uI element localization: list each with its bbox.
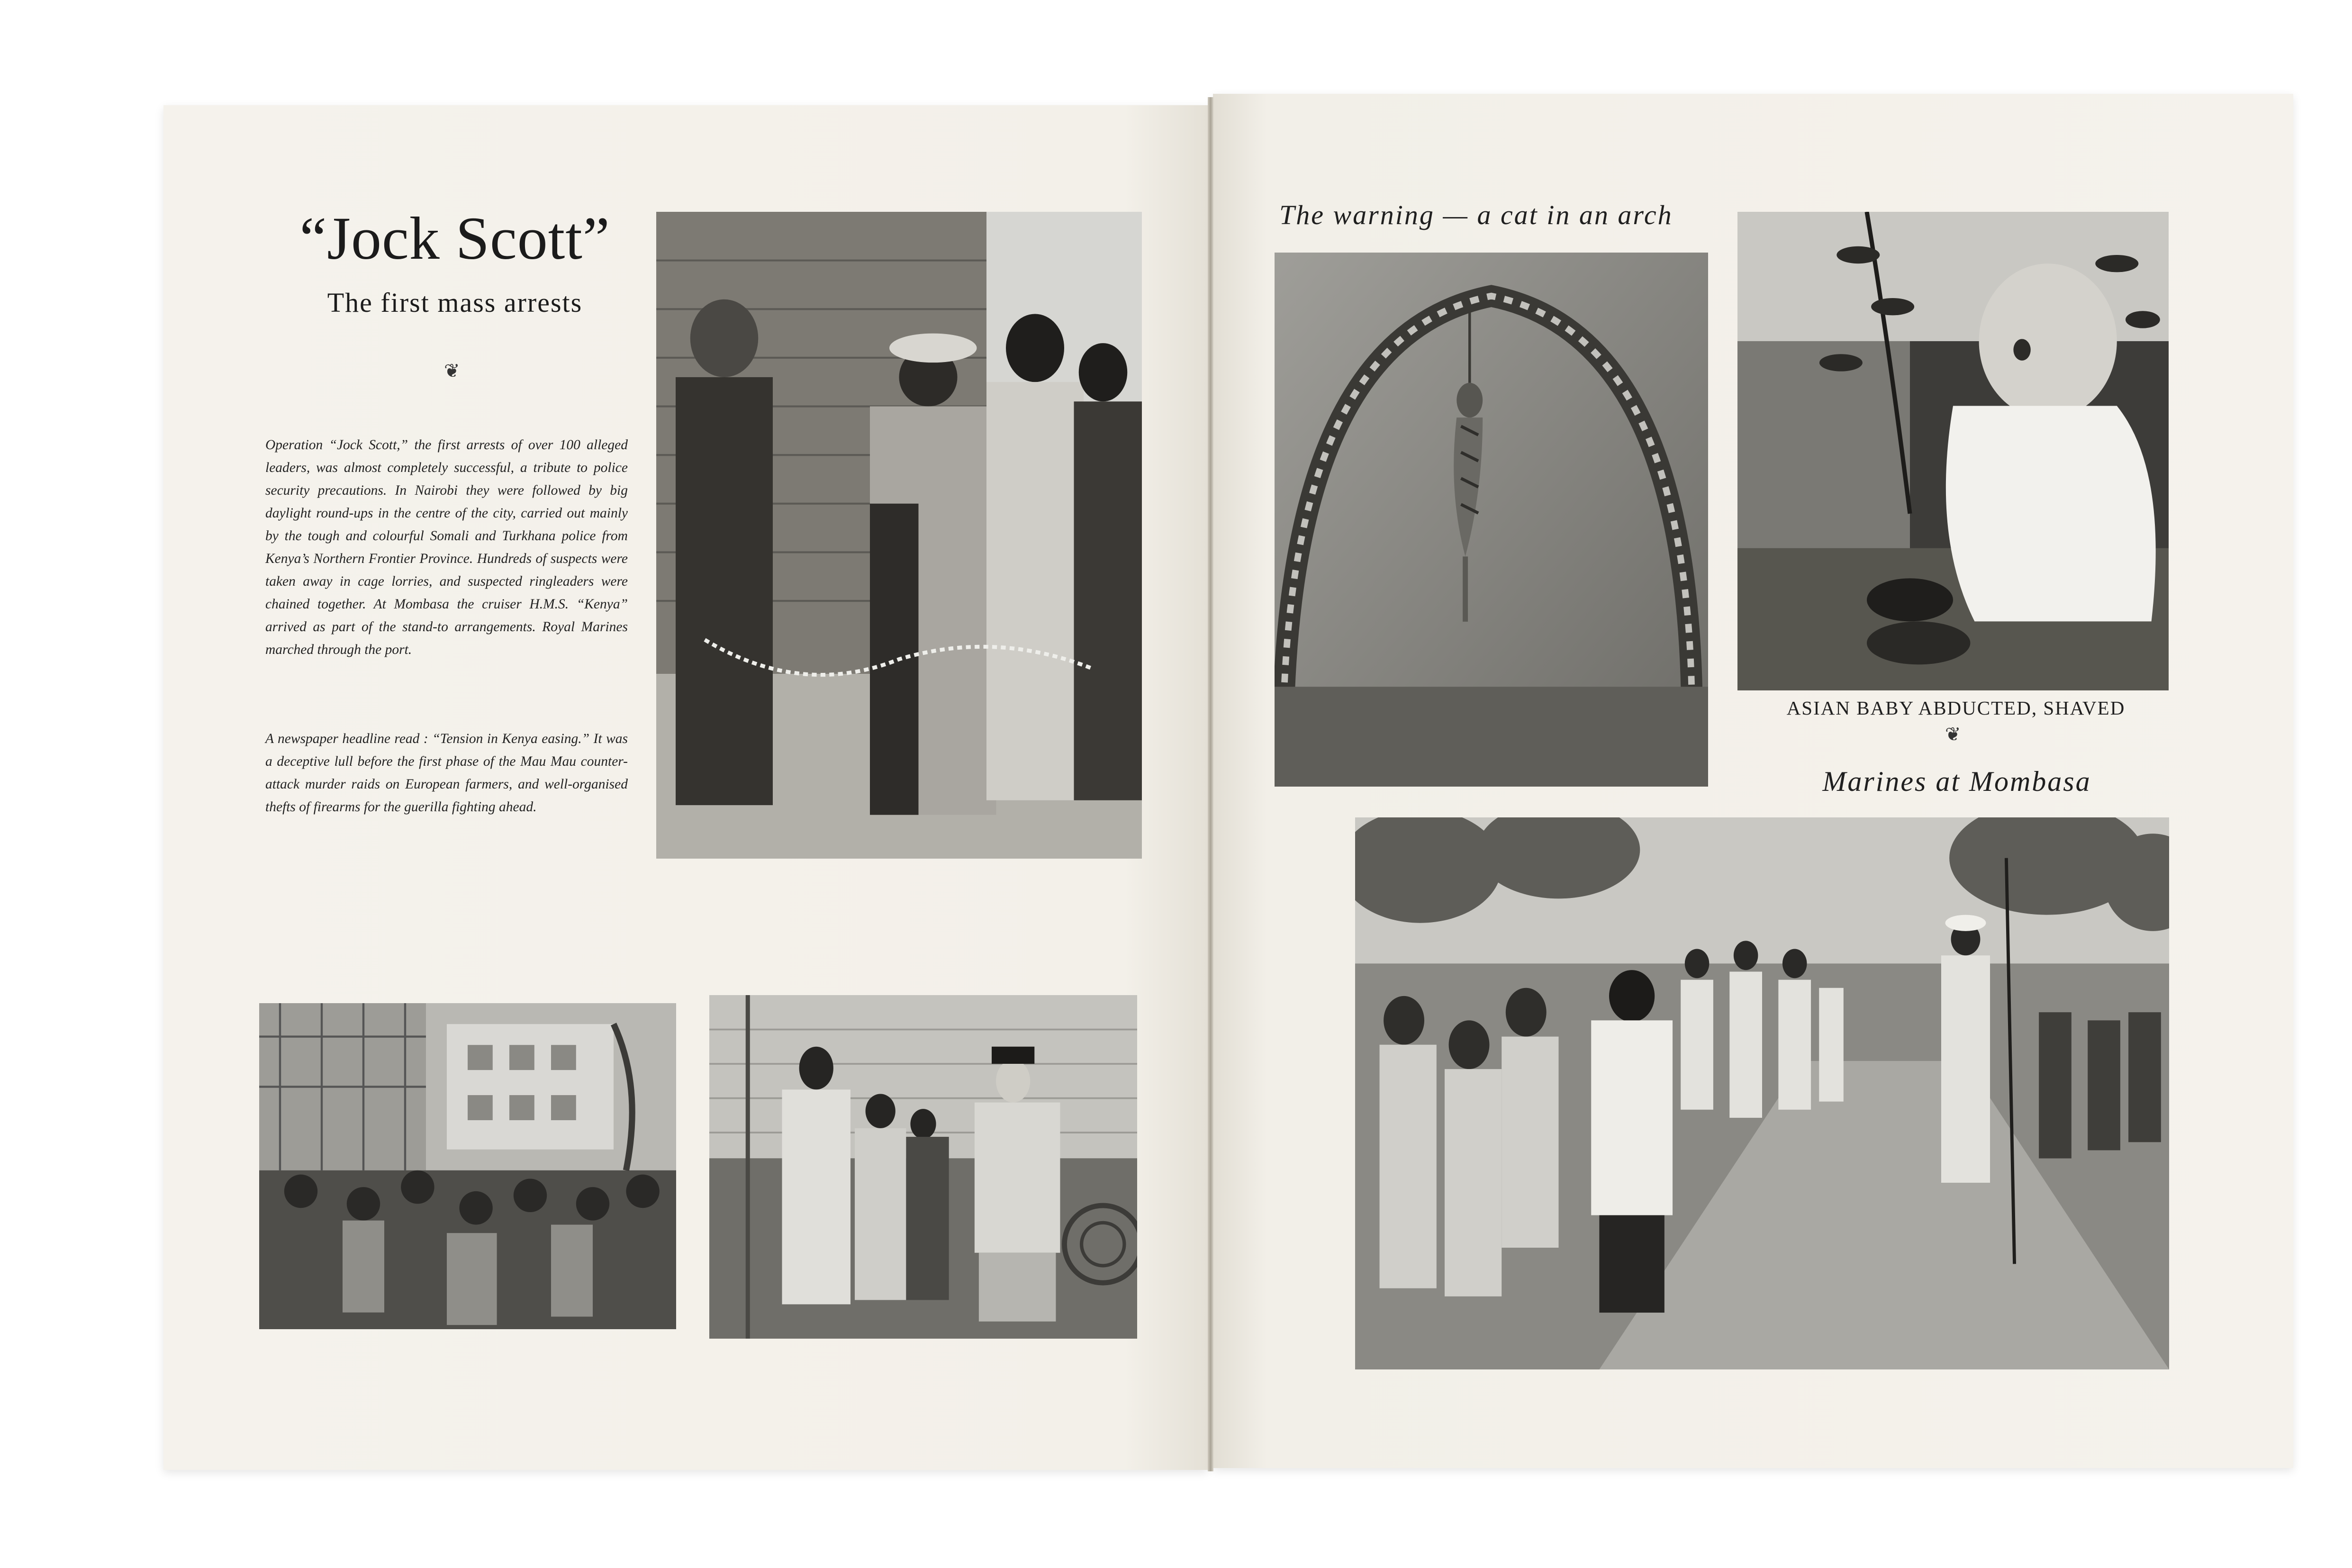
- photo-chained-prisoners: [656, 212, 1142, 859]
- book-gutter: [1208, 97, 1213, 1471]
- ornament-icon: ❦: [1945, 724, 1961, 745]
- ornament-icon: ❦: [444, 360, 460, 382]
- photo-marines-mombasa: [1355, 817, 2169, 1369]
- photo-cage-lorries: [259, 1003, 676, 1329]
- article-paragraph-2: A newspaper headline read : “Tension in Kenya easing.” It was a deceptive lull before the first phase of the Mau Mau counter-attack murder raids on European farmers, and well-organised thefts of firearms for the guerilla fighting ahead.: [265, 731, 628, 815]
- caption-cat-warning: The warning — a cat in an arch: [1279, 199, 1673, 230]
- photo-cat-in-arch: [1275, 253, 1708, 787]
- photo-suspects-and-officer: [709, 995, 1137, 1339]
- page-title: “Jock Scott”: [299, 205, 610, 272]
- caption-asian-baby: ASIAN BABY ABDUCTED, SHAVED: [1786, 697, 2126, 719]
- article-paragraph-1: Operation “Jock Scott,” the first arrests of over 100 alleged leaders, was almost completely successful, a tribute to police security precautions. In Nairobi they were followed by big daylight round-ups in the centre of the city, carried out mainly by the tough and colourful Somali and Turkhana police from Kenya’s Northern Frontier Province. Hundreds of suspects were taken away in cage lorries, and suspected ringleaders were chained together. At Mombasa the cruiser H.M.S. “Kenya” arrived as part of the stand-to arrangements. Royal Marines marched through the port.: [265, 437, 628, 657]
- caption-marines: Marines at Mombasa: [1822, 766, 2091, 797]
- photo-asian-baby: [1737, 212, 2169, 690]
- page-subtitle: The first mass arrests: [327, 287, 583, 318]
